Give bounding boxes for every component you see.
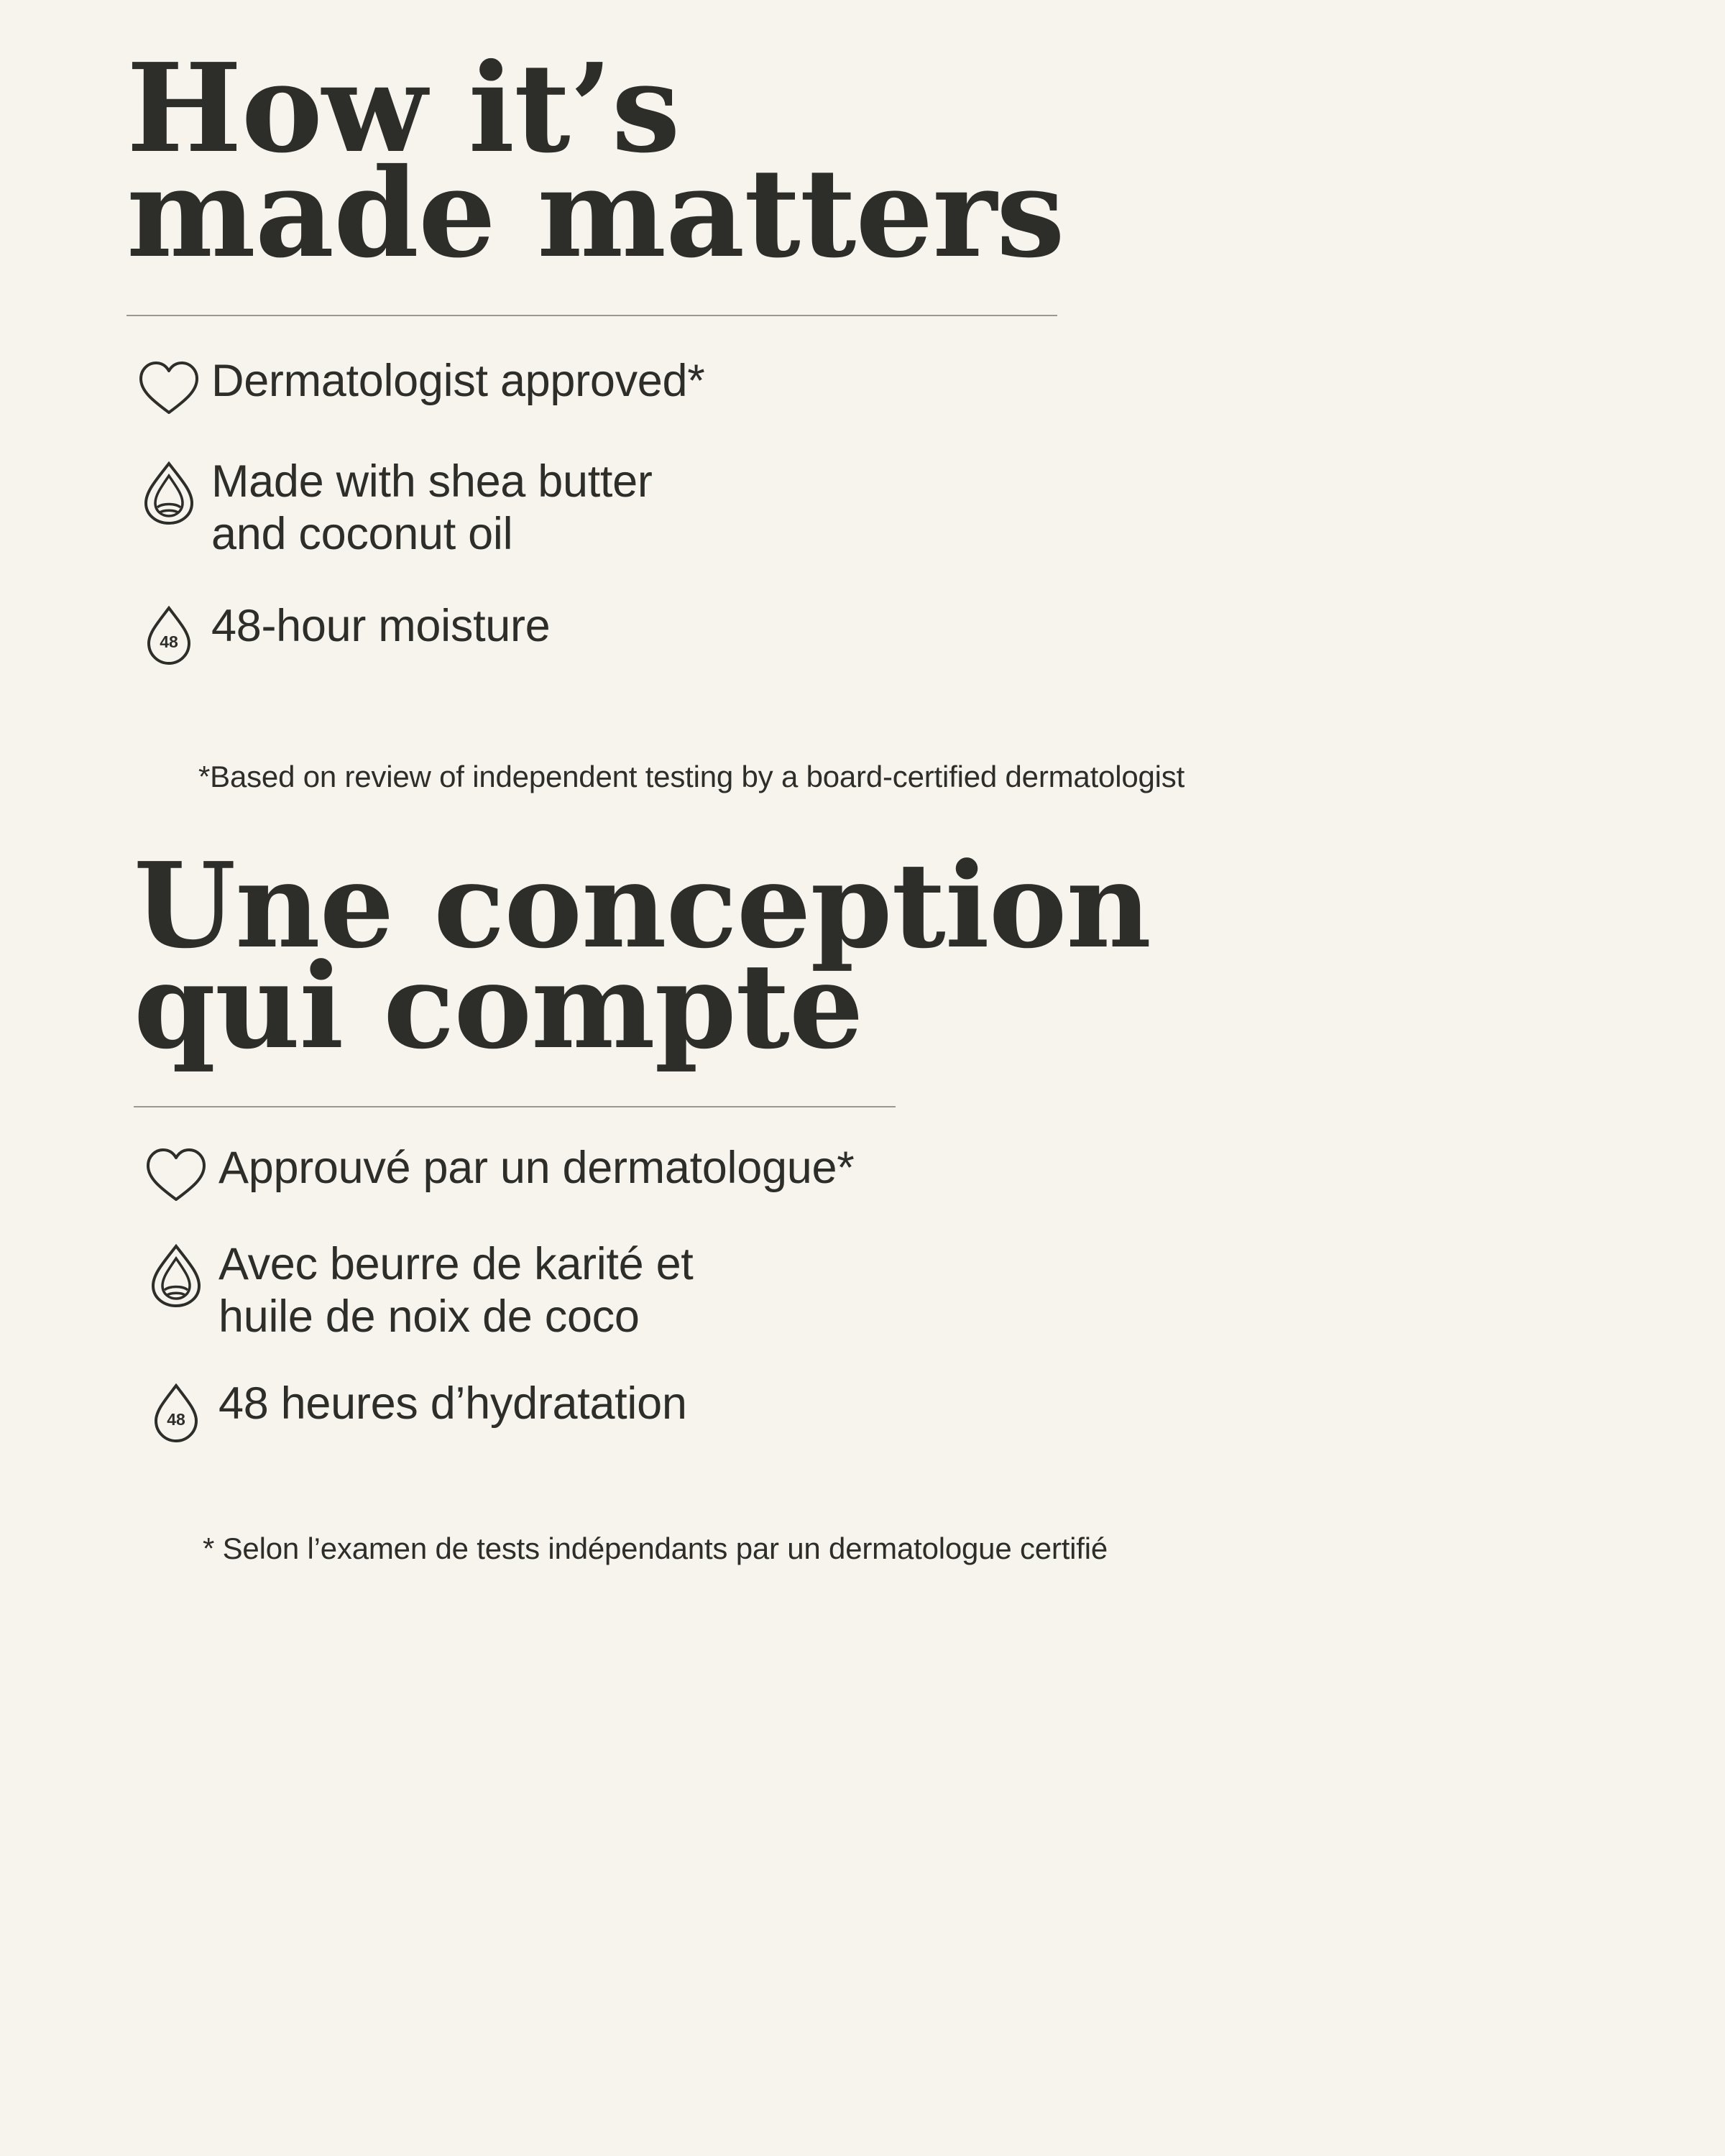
svg-text:48: 48 [167, 1410, 185, 1429]
feature-line-1: Dermatologist approved* [211, 356, 705, 407]
heading-line-1: How it’s [126, 37, 680, 180]
divider-english [126, 315, 1057, 316]
feature-text [211, 355, 704, 407]
droplet-48-icon [134, 1378, 218, 1445]
feature-line-1: Avec beurre de karité et [218, 1238, 694, 1289]
heading-line-2: made matters [126, 142, 1064, 286]
shea-drop-icon [126, 456, 211, 526]
feature-text [211, 456, 653, 561]
page-title-english [126, 37, 1205, 286]
list-item [134, 1238, 1725, 1343]
list-item [126, 355, 1725, 417]
heading-line-2: qui compte [134, 937, 863, 1075]
feature-line-2: and coconut oil [211, 509, 513, 560]
section-english [0, 0, 1725, 794]
shea-drop-icon [134, 1238, 218, 1309]
feature-list-french [134, 1142, 1725, 1445]
droplet-48-icon [126, 600, 211, 668]
heart-icon [134, 1142, 218, 1204]
feature-line-2: huile de noix de coco [218, 1291, 640, 1342]
svg-text:48: 48 [160, 632, 178, 651]
list-item [134, 1378, 1725, 1445]
heading-line-1: Une conception [134, 837, 1151, 975]
section-french [0, 794, 1725, 1567]
list-item [134, 1142, 1725, 1204]
feature-line-1: Approuvé par un dermatologue* [218, 1142, 855, 1193]
feature-line-1: 48 heures d’hydratation [218, 1378, 687, 1429]
feature-list-english [126, 355, 1725, 667]
feature-text [218, 1238, 694, 1343]
list-item [126, 456, 1725, 561]
heart-icon [126, 355, 211, 417]
footnote-french: * Selon l’examen de tests indépendants par un dermatologue certifié [203, 1531, 1108, 1566]
list-item [126, 600, 1725, 668]
feature-text [218, 1142, 854, 1194]
feature-line-1: 48-hour moisture [211, 600, 551, 651]
divider-french [134, 1106, 896, 1107]
feature-text [211, 600, 550, 653]
feature-line-1: Made with shea butter [211, 456, 653, 507]
page-title-french [134, 837, 1284, 1075]
feature-text [218, 1378, 687, 1430]
footnote-english: *Based on review of independent testing by a board-certified dermatologist [198, 759, 1185, 793]
